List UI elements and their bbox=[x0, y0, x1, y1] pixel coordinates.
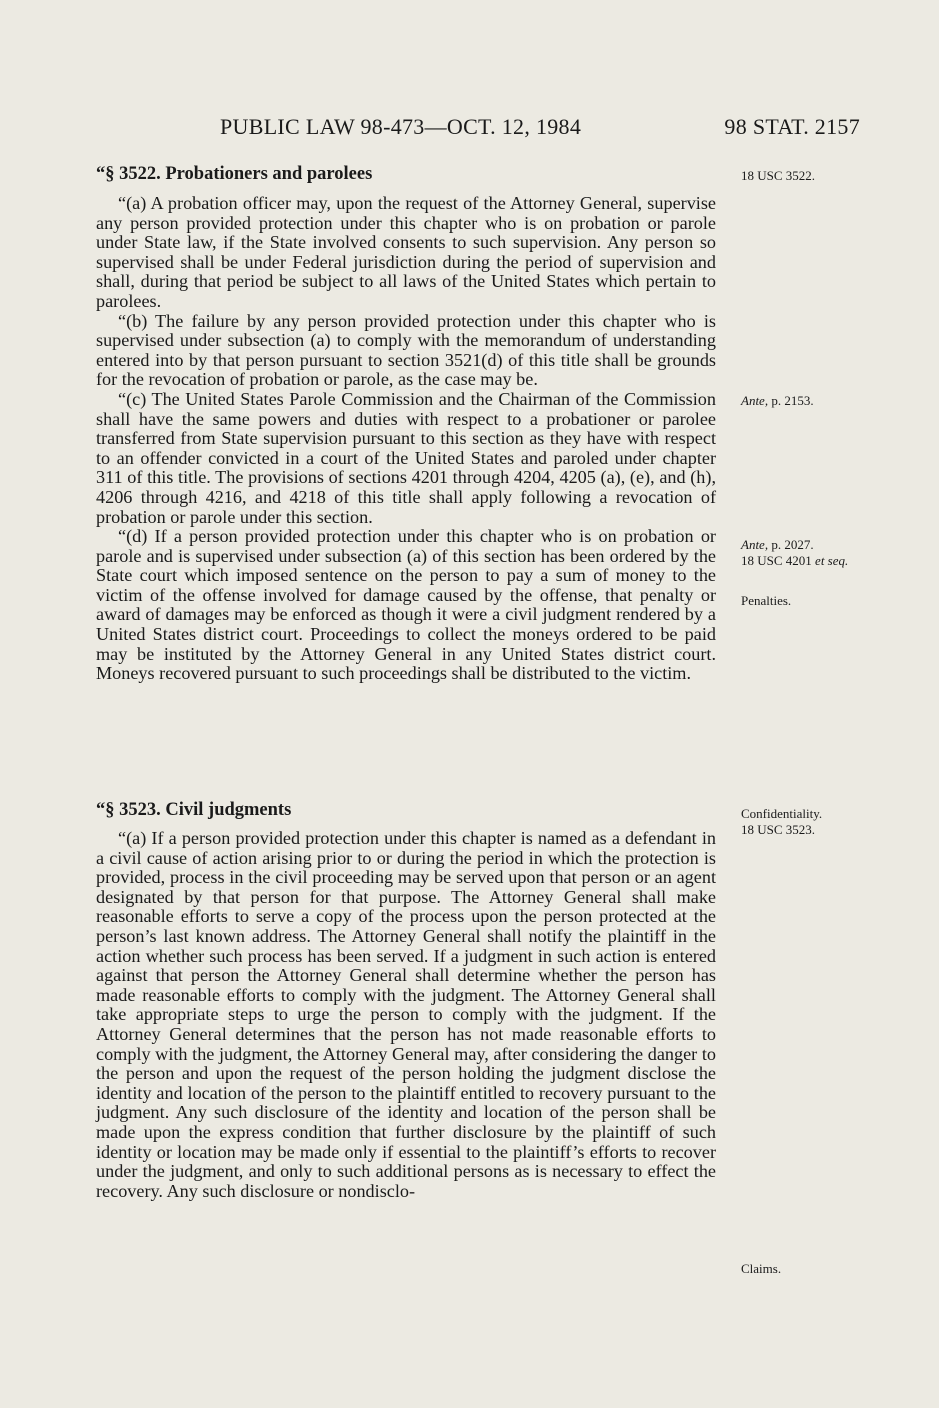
margin-note-ante-2153-italic: Ante, bbox=[741, 393, 769, 408]
margin-note-claims: Claims. bbox=[741, 1261, 782, 1276]
section-3522-paragraph-c: “(c) The United States Parole Commission and the Chairman of the Commission shall have the same powers and duties with respect to a probationer or parolee transferred from State supervision pursuant to this section as they have with respect to an offender convicted in a court of the United States and paroled under chapter 311 of this title. The provisions of sections 4201 through 4204, 4205 (a), (e), and (h), 4206 through 4216, and 4218 of this title shall apply following a revocation of probation or parole under this section. bbox=[96, 388, 716, 527]
margin-note-et-seq: et seq. bbox=[815, 553, 849, 568]
margin-note-ante-2153-page: p. 2153. bbox=[768, 393, 814, 408]
margin-note-usc-3523: 18 USC 3523. bbox=[741, 822, 816, 837]
margin-note-usc-4201-text: 18 USC 4201 bbox=[741, 553, 816, 568]
section-3523-heading: “§ 3523. Civil judgments bbox=[96, 800, 292, 820]
margin-note-ante-2153 bbox=[741, 393, 881, 409]
section-3522-heading: “§ 3522. Probationers and parolees bbox=[96, 164, 373, 184]
section-3522-paragraph-b: “(b) The failure by any person provided protection under this chapter who is supervised under subsection (a) to comply with the memorandum of understanding entered into by that person pursuant to section 3521(d) of this title shall be grounds for the revocation of probation or parole, as the case may be. bbox=[96, 310, 716, 390]
statute-page-number: 98 STAT. 2157 bbox=[724, 114, 860, 139]
margin-note-usc-4201 bbox=[741, 553, 881, 569]
public-law-title: PUBLIC LAW 98-473—OCT. 12, 1984 bbox=[220, 114, 582, 139]
margin-note-confidentiality: Confidentiality. bbox=[741, 806, 823, 821]
margin-note-penalties: Penalties. bbox=[741, 593, 792, 608]
section-3522-body bbox=[96, 194, 716, 684]
margin-note-ante-2027-italic: Ante, bbox=[741, 537, 769, 552]
section-3523-body bbox=[96, 829, 716, 1201]
margin-note-ante-2027 bbox=[741, 537, 881, 553]
section-3523-paragraph-a: “(a) If a person provided protection under this chapter is named as a defendant in a civil cause of action arising prior to or during the period in which the protection is provided, process in the civil proceeding may be served upon that person or an agent designated by that person for that purpose. The Attorney General shall make reasonable efforts to serve a copy of the process upon the person protected at the person’s last known address. The Attorney General shall notify the plaintiff in the action whether such process has been served. If a judgment in such action is entered against that person the Attorney General shall determine whether the person has made reasonable efforts to comply with the judgment. The Attorney General shall take appropriate steps to urge the person to comply with the judgment. If the Attorney General determines that the person has not made reasonable efforts to comply with the judgment, the Attorney General may, after considering the danger to the person and upon the request of the person holding the judgment disclose the identity and location of the person to the plaintiff entitled to recovery pursuant to the judgment. Any such disclosure of the identity and location of the person shall be made upon the express condition that further disclosure by the plaintiff of such identity or location may be made only if essential to the plaintiff’s efforts to recover under the judgment, and only to such additional persons as is necessary to effect the recovery. Any such disclosure or nondisclo- bbox=[96, 828, 716, 1201]
section-3522-paragraph-d: “(d) If a person provided protection under this chapter who is on probation or parole and is supervised under subsection (a) of this section has been ordered by the State court which imposed sentence on the person to pay a sum of money to the victim of the offense involved for damage caused by the offense, that penalty or award of damages may be enforced as though it were a civil judgment rendered by a United States district court. Proceedings to collect the moneys ordered to be paid may be instituted by the Attorney General in any United States district court. Moneys recovered pursuant to such proceedings shall be distributed to the victim. bbox=[96, 526, 716, 684]
margin-note-ante-2027-page: p. 2027. bbox=[768, 537, 814, 552]
section-3522-paragraph-a: “(a) A probation officer may, upon the request of the Attorney General, supervise any person provided protection under this chapter who is on probation or parole under State law, if the State involved consents to such supervision. Any person so supervised shall be under Federal jurisdiction during the period of supervision and shall, during that period be subject to all laws of the United States which pertain to parolees. bbox=[96, 193, 716, 311]
margin-note-usc-3522: 18 USC 3522. bbox=[741, 168, 816, 183]
